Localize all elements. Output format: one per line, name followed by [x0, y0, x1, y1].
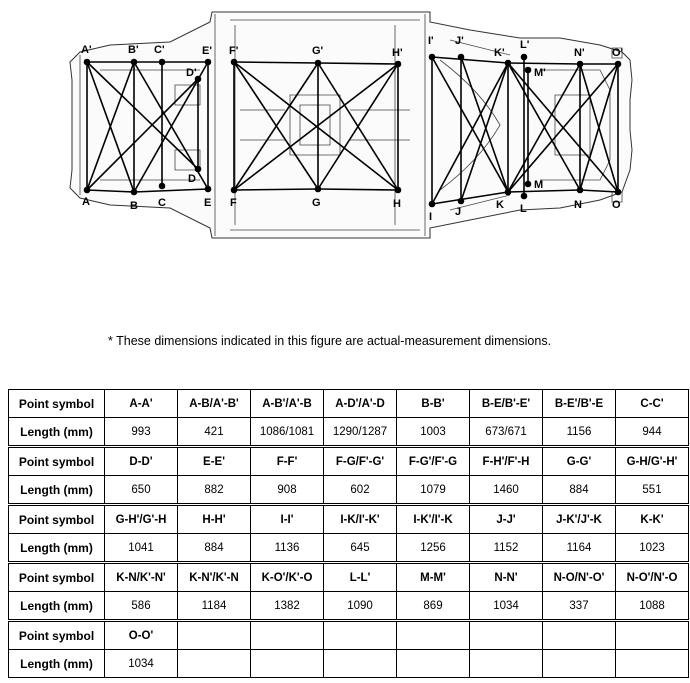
label-N-prime: N' — [574, 47, 585, 59]
length-cell — [616, 650, 689, 678]
length-cell: 1382 — [251, 592, 324, 621]
label-L-prime: L' — [520, 39, 530, 51]
point-symbol-cell: J-J' — [470, 505, 543, 534]
measurement-point — [458, 54, 465, 61]
length-row — [9, 476, 689, 505]
measurement-point — [231, 187, 238, 194]
point-symbol-cell: D-D' — [105, 447, 178, 476]
length-cell: 337 — [543, 592, 616, 621]
measurement-line — [234, 62, 318, 63]
length-cell: 1184 — [178, 592, 251, 621]
label-K: K — [496, 199, 504, 211]
symbol-row — [9, 447, 689, 476]
label-J-prime: J' — [455, 35, 464, 47]
row-header-point-symbol: Point symbol — [9, 505, 105, 534]
point-symbol-cell: K-N/K'-N' — [105, 563, 178, 592]
measurement-point — [615, 61, 622, 68]
measurement-note: * These dimensions indicated in this figure are actual-measurement dimensions. — [108, 334, 552, 348]
length-cell: 869 — [397, 592, 470, 621]
dimension-table — [8, 389, 689, 678]
length-cell — [251, 650, 324, 678]
length-cell: 884 — [543, 476, 616, 505]
point-symbol-cell: B-E/B'-E' — [470, 390, 543, 418]
symbol-row — [9, 563, 689, 592]
measurement-point — [505, 189, 512, 196]
label-O: O — [612, 199, 621, 211]
measurement-point — [84, 59, 91, 66]
measurement-point — [429, 201, 436, 208]
length-cell: 1003 — [397, 418, 470, 447]
length-cell: 1090 — [324, 592, 397, 621]
measurement-point — [195, 166, 202, 173]
point-symbol-cell: N-N' — [470, 563, 543, 592]
length-cell: 1023 — [616, 534, 689, 563]
length-cell — [470, 650, 543, 678]
point-symbol-cell: K-O'/K'-O — [251, 563, 324, 592]
measurement-point — [395, 61, 402, 68]
point-symbol-cell: I-I' — [251, 505, 324, 534]
point-symbol-cell: F-G/F'-G' — [324, 447, 397, 476]
length-cell: 1152 — [470, 534, 543, 563]
point-symbol-cell — [251, 621, 324, 650]
length-row — [9, 534, 689, 563]
point-symbol-cell — [543, 621, 616, 650]
point-symbol-cell: B-E'/B'-E — [543, 390, 616, 418]
measurement-point — [315, 186, 322, 193]
length-cell — [324, 650, 397, 678]
length-cell — [178, 650, 251, 678]
length-cell — [543, 650, 616, 678]
length-cell: 882 — [178, 476, 251, 505]
point-symbol-cell: H-H' — [178, 505, 251, 534]
length-cell: 551 — [616, 476, 689, 505]
label-K-prime: K' — [494, 47, 505, 59]
label-A-prime: A' — [81, 44, 92, 56]
length-cell — [397, 650, 470, 678]
point-symbol-cell: N-O/N'-O' — [543, 563, 616, 592]
point-symbol-cell: I-K'/I'-K — [397, 505, 470, 534]
length-cell: 586 — [105, 592, 178, 621]
underbody-diagram — [0, 0, 690, 250]
label-N: N — [574, 199, 582, 211]
point-symbol-cell: J-K'/J'-K — [543, 505, 616, 534]
point-symbol-cell: K-K' — [616, 505, 689, 534]
length-cell: 1086/1081 — [251, 418, 324, 447]
label-B: B — [130, 200, 138, 212]
measurement-line — [318, 63, 398, 64]
length-cell: 1460 — [470, 476, 543, 505]
symbol-row — [9, 621, 689, 650]
label-C: C — [158, 197, 166, 209]
length-cell: 993 — [105, 418, 178, 447]
length-row — [9, 418, 689, 447]
measurement-point — [84, 187, 91, 194]
symbol-row — [9, 505, 689, 534]
length-cell: 1034 — [105, 650, 178, 678]
point-symbol-cell: K-N'/K'-N — [178, 563, 251, 592]
length-cell: 650 — [105, 476, 178, 505]
length-cell: 1164 — [543, 534, 616, 563]
row-header-point-symbol: Point symbol — [9, 390, 105, 418]
label-E: E — [204, 197, 212, 209]
length-row — [9, 650, 689, 678]
label-L: L — [520, 203, 527, 215]
point-symbol-cell: O-O' — [105, 621, 178, 650]
length-cell: 908 — [251, 476, 324, 505]
point-symbol-cell — [470, 621, 543, 650]
label-G: G — [312, 197, 321, 209]
label-A: A — [82, 196, 90, 208]
label-E-prime: E' — [202, 45, 212, 57]
measurement-point — [231, 59, 238, 66]
point-symbol-cell: L-L' — [324, 563, 397, 592]
point-symbol-cell: F-F' — [251, 447, 324, 476]
length-row — [9, 592, 689, 621]
measurement-point — [521, 54, 528, 61]
measurement-point — [131, 189, 138, 196]
length-cell: 645 — [324, 534, 397, 563]
point-symbol-cell: A-D'/A'-D — [324, 390, 397, 418]
row-header-length: Length (mm) — [9, 418, 105, 447]
point-symbol-cell — [397, 621, 470, 650]
point-symbol-cell: G-H/G'-H' — [616, 447, 689, 476]
row-header-point-symbol: Point symbol — [9, 621, 105, 650]
measurement-point — [395, 187, 402, 194]
length-cell: 1088 — [616, 592, 689, 621]
measurement-point — [577, 187, 584, 194]
length-cell: 1034 — [470, 592, 543, 621]
length-cell: 1156 — [543, 418, 616, 447]
row-header-point-symbol: Point symbol — [9, 447, 105, 476]
label-G-prime: G' — [312, 45, 324, 57]
label-F: F — [230, 197, 237, 209]
length-cell: 421 — [178, 418, 251, 447]
point-symbol-cell: G-H'/G'-H — [105, 505, 178, 534]
label-I-prime: I' — [428, 35, 434, 47]
point-symbol-cell — [324, 621, 397, 650]
length-cell: 944 — [616, 418, 689, 447]
point-symbol-cell: F-G'/F'-G — [397, 447, 470, 476]
measurement-point — [525, 181, 532, 188]
point-symbol-cell: B-B' — [397, 390, 470, 418]
length-cell: 1041 — [105, 534, 178, 563]
length-cell: 1256 — [397, 534, 470, 563]
label-C-prime: C' — [154, 44, 165, 56]
point-symbol-cell: A-B/A'-B' — [178, 390, 251, 418]
length-cell: 1079 — [397, 476, 470, 505]
label-I: I — [429, 211, 433, 223]
measurement-point — [315, 60, 322, 67]
measurement-point — [159, 183, 166, 190]
label-B-prime: B' — [128, 44, 139, 56]
label-M: M — [534, 179, 544, 191]
length-cell: 602 — [324, 476, 397, 505]
row-header-length: Length (mm) — [9, 592, 105, 621]
length-cell: 1290/1287 — [324, 418, 397, 447]
measurement-point — [525, 67, 532, 74]
label-J: J — [455, 206, 462, 218]
length-cell: 1136 — [251, 534, 324, 563]
point-symbol-cell: A-B'/A'-B — [251, 390, 324, 418]
label-D-prime: D' — [186, 67, 197, 79]
point-symbol-cell — [616, 621, 689, 650]
label-H: H — [393, 198, 401, 210]
length-cell: 884 — [178, 534, 251, 563]
measurement-point — [505, 60, 512, 67]
row-header-length: Length (mm) — [9, 476, 105, 505]
point-symbol-cell: N-O'/N'-O — [616, 563, 689, 592]
row-header-length: Length (mm) — [9, 650, 105, 678]
point-symbol-cell — [178, 621, 251, 650]
point-symbol-cell: E-E' — [178, 447, 251, 476]
length-cell: 673/671 — [470, 418, 543, 447]
measurement-line — [234, 189, 318, 190]
measurement-line — [508, 63, 580, 64]
measurement-point — [131, 59, 138, 66]
measurement-point — [159, 59, 166, 66]
measurement-point — [458, 198, 465, 205]
point-symbol-cell: C-C' — [616, 390, 689, 418]
label-M-prime: M' — [534, 67, 546, 79]
measurement-point — [521, 193, 528, 200]
label-O-prime: O' — [612, 47, 624, 59]
label-H-prime: H' — [392, 47, 403, 59]
label-D: D — [188, 173, 196, 185]
measurement-point — [429, 54, 436, 61]
point-symbol-cell: A-A' — [105, 390, 178, 418]
measurement-line — [318, 189, 398, 190]
measurement-point — [205, 59, 212, 66]
row-header-point-symbol: Point symbol — [9, 563, 105, 592]
measurement-point — [205, 186, 212, 193]
point-symbol-cell: G-G' — [543, 447, 616, 476]
measurement-point — [577, 61, 584, 68]
symbol-row — [9, 390, 689, 418]
label-F-prime: F' — [229, 45, 239, 57]
point-symbol-cell: F-H'/F'-H — [470, 447, 543, 476]
point-symbol-cell: I-K/I'-K' — [324, 505, 397, 534]
row-header-length: Length (mm) — [9, 534, 105, 563]
measurement-point — [615, 189, 622, 196]
point-symbol-cell: M-M' — [397, 563, 470, 592]
